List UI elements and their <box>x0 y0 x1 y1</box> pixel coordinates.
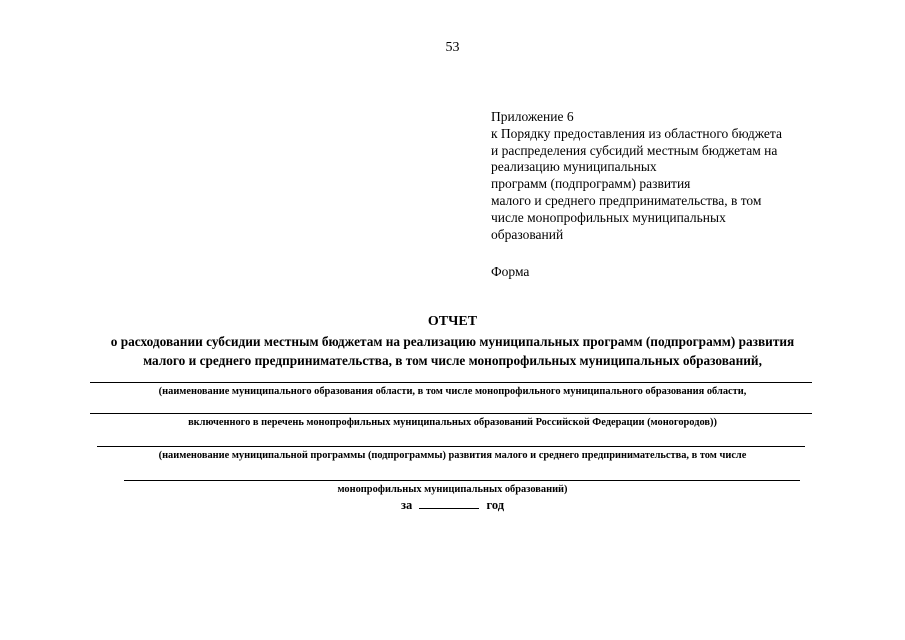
municipality-list-caption: включенного в перечень монопрофильных муниципальных образований Российской Федерации (моногородов)) <box>188 417 717 428</box>
period-suffix: год <box>486 498 505 512</box>
monoprofile-caption: монопрофильных муниципальных образований) <box>337 484 568 495</box>
municipality-name-blank-line[interactable] <box>90 382 812 383</box>
program-name-blank-line[interactable] <box>97 446 805 447</box>
appendix-line: Приложение 6 <box>491 109 574 124</box>
program-name-blank-line-2[interactable] <box>124 480 800 481</box>
appendix-header <box>491 109 851 243</box>
page-number: 53 <box>445 40 460 55</box>
appendix-line: малого и среднего предпринимательства, в том <box>491 192 762 208</box>
period-prefix: за <box>400 498 413 512</box>
appendix-line: числе монопрофильных муниципальных <box>491 209 726 225</box>
report-period <box>0 497 905 513</box>
appendix-line: и распределения субсидий местным бюджетам на <box>491 142 778 158</box>
program-name-caption: (наименование муниципальной программы (подпрограммы) развития малого и среднего предпринимательства, в том числе <box>158 450 747 461</box>
appendix-line: реализацию муниципальных <box>491 159 657 175</box>
form-label: Форма <box>491 264 530 279</box>
appendix-line: программ (подпрограмм) развития <box>491 176 691 192</box>
appendix-line: образований <box>491 226 564 242</box>
appendix-line: к Порядку предоставления из областного бюджета <box>491 125 782 141</box>
municipality-name-caption: (наименование муниципального образования области, в том числе монопрофильного муниципального образования области, <box>158 386 747 397</box>
report-title: ОТЧЕТ <box>427 314 478 329</box>
report-subtitle-line: малого и среднего предпринимательства, в том числе монопрофильных муниципальных образований, <box>143 353 762 368</box>
period-year-blank[interactable] <box>419 497 479 509</box>
municipality-name-blank-line-2[interactable] <box>90 413 812 414</box>
report-subtitle-line: о расходовании субсидии местным бюджетам на реализацию муниципальных программ (подпрограмм) развития <box>110 334 795 349</box>
